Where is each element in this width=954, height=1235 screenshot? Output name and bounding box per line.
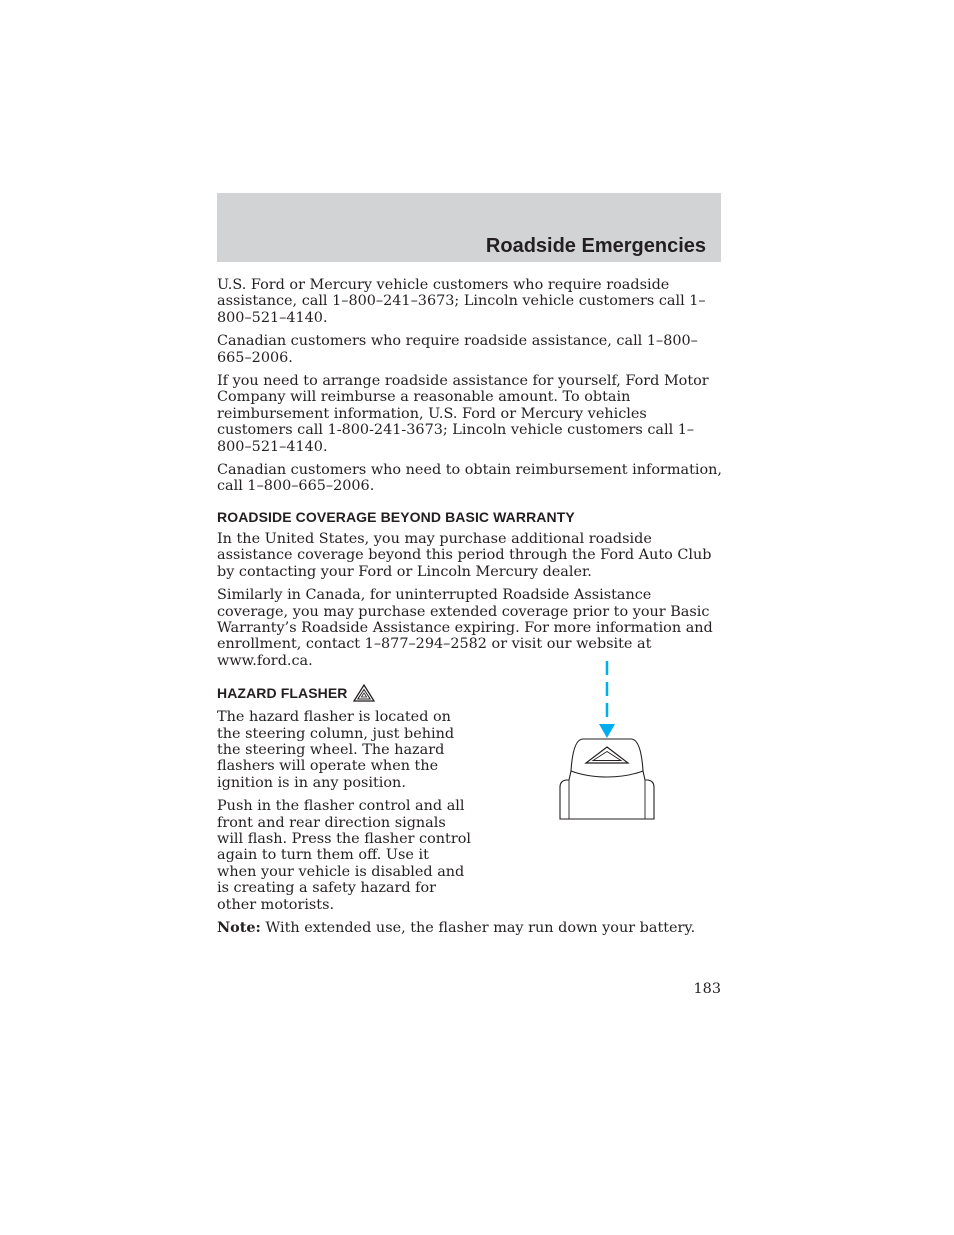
- hazard-button-icon: [557, 659, 657, 821]
- hazard-heading-text: HAZARD FLASHER: [217, 685, 348, 702]
- page-content: [217, 277, 723, 943]
- coverage-us-paragraph: In the United States, you may purchase additional roadside assistance coverage beyond this period through the Ford Auto Club by contacting your Ford or Lincoln Mercury dealer.: [217, 530, 712, 580]
- hazard-usage-paragraph: Push in the flasher control and all front and rear direction signals will flash. Press the flasher control again to turn them off. Use it when your vehicle is disabled and is creating a safety hazard for other motorists.: [217, 798, 471, 913]
- pointer-arrow-head: [599, 724, 615, 738]
- reimbursement-paragraph: If you need to arrange roadside assistance for yourself, Ford Motor Company will reimburse a reasonable amount. To obtain reimbursement information, U.S. Ford or Mercury vehicles customers call 1-800-241-3673; Lincoln vehicle customers call 1–800–521–4140.: [217, 373, 709, 455]
- coverage-canada-paragraph: Similarly in Canada, for uninterrupted Roadside Assistance coverage, you may purchase extended coverage prior to your Basic Warranty’s Roadside Assistance expiring. For more information and enrollment, contact 1–877–294–2582 or visit our website at www.ford.ca.: [217, 587, 713, 669]
- section-title: Roadside Emergencies: [485, 235, 706, 257]
- note-text: With extended use, the flasher may run down your battery.: [260, 920, 696, 936]
- reimbursement-canada-paragraph: Canadian customers who need to obtain reimbursement information, call 1–800–665–2006.: [217, 462, 723, 495]
- hazard-button-diagram: [557, 659, 657, 821]
- hazard-location-paragraph: The hazard flasher is located on the steering column, just behind the steering wheel. The hazard flashers will operate when the ignition is in any position.: [217, 709, 455, 791]
- intro-paragraph-us: U.S. Ford or Mercury vehicle customers who require roadside assistance, call 1–800–241–3673; Lincoln vehicle customers call 1–800–521–4140.: [217, 277, 706, 326]
- note-label: Note:: [217, 919, 261, 936]
- hazard-triangle-icon: [353, 684, 375, 702]
- coverage-heading: ROADSIDE COVERAGE BEYOND BASIC WARRANTY: [217, 508, 575, 525]
- intro-paragraph-canada: Canadian customers who require roadside assistance, call 1–800–665–2006.: [217, 333, 698, 366]
- page-number: 183: [693, 981, 721, 997]
- hazard-note: [217, 920, 723, 936]
- hazard-text-column: [217, 709, 472, 913]
- section-header-band: [217, 193, 721, 262]
